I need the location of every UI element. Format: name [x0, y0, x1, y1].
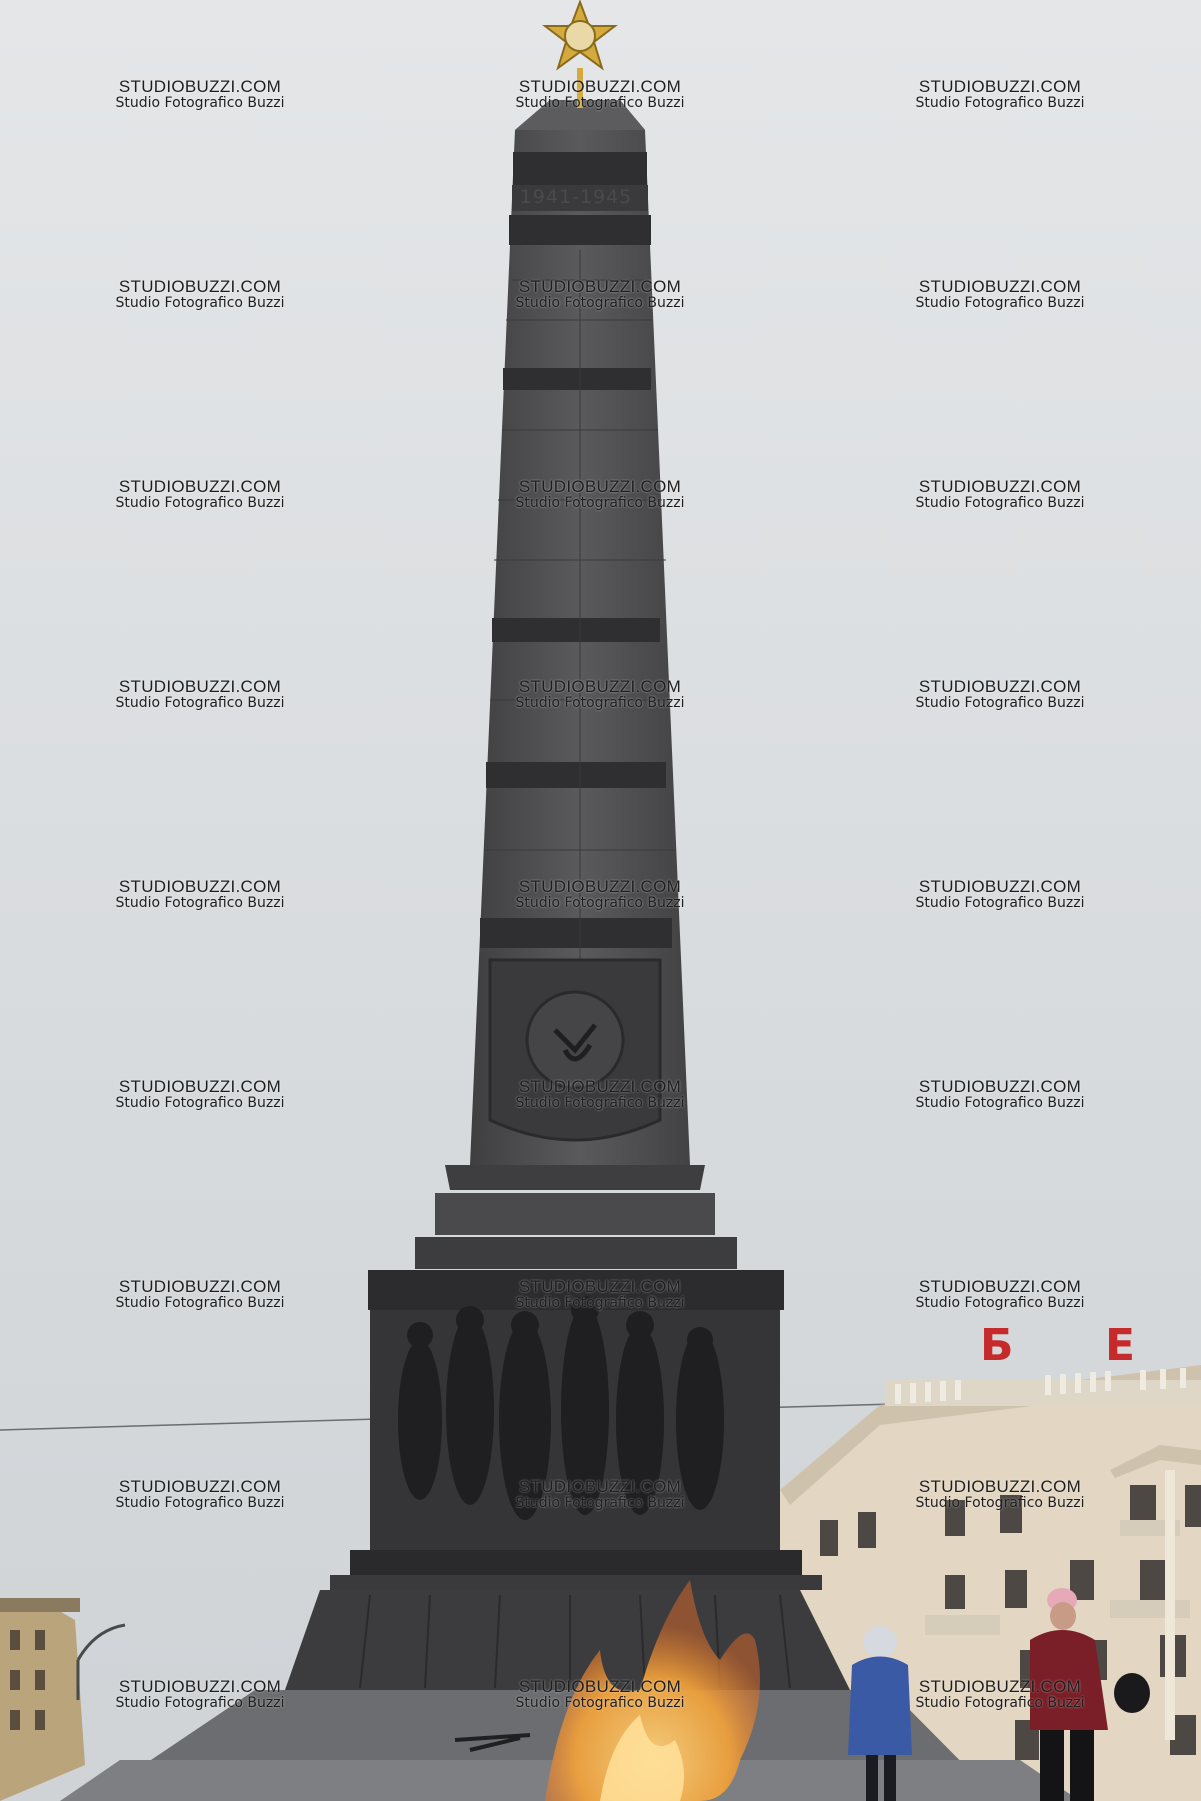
watermark-line2: Studio Fotografico Buzzi	[915, 494, 1085, 511]
watermark-line1: STUDIOBUZZI.COM	[918, 1677, 1082, 1696]
watermark-line1: STUDIOBUZZI.COM	[118, 1077, 282, 1096]
watermark-line2: Studio Fotografico Buzzi	[115, 94, 285, 111]
watermark-line1: STUDIOBUZZI.COM	[918, 1277, 1082, 1296]
watermark-line2: Studio Fotografico Buzzi	[915, 94, 1085, 111]
watermark-line1: STUDIOBUZZI.COM	[518, 477, 682, 496]
watermark-line1: STUDIOBUZZI.COM	[918, 877, 1082, 896]
building-sign	[975, 1320, 1175, 1380]
watermark-line1: STUDIOBUZZI.COM	[118, 277, 282, 296]
watermark-line1: STUDIOBUZZI.COM	[918, 677, 1082, 696]
watermark-line1: STUDIOBUZZI.COM	[118, 77, 282, 96]
watermark-line1: STUDIOBUZZI.COM	[118, 1277, 282, 1296]
watermark-line2: Studio Fotografico Buzzi	[915, 894, 1085, 911]
watermark-line1: STUDIOBUZZI.COM	[518, 77, 682, 96]
watermark-line2: Studio Fotografico Buzzi	[915, 294, 1085, 311]
watermark-line1: STUDIOBUZZI.COM	[518, 1077, 682, 1096]
watermark-line1: STUDIOBUZZI.COM	[118, 477, 282, 496]
watermark-line2: Studio Fotografico Buzzi	[115, 1694, 285, 1711]
watermark-line2: Studio Fotografico Buzzi	[515, 1094, 685, 1111]
watermark-line2: Studio Fotografico Buzzi	[915, 1094, 1085, 1111]
watermark-line2: Studio Fotografico Buzzi	[515, 294, 685, 311]
watermark-line2: Studio Fotografico Buzzi	[915, 1694, 1085, 1711]
watermark-line2: Studio Fotografico Buzzi	[915, 694, 1085, 711]
watermark-line2: Studio Fotografico Buzzi	[515, 694, 685, 711]
sign-letter: Е	[1105, 1320, 1136, 1371]
watermark-line1: STUDIOBUZZI.COM	[118, 1677, 282, 1696]
obelisk-date: 1941-1945	[519, 186, 633, 208]
watermark-line2: Studio Fotografico Buzzi	[115, 694, 285, 711]
watermark-line2: Studio Fotografico Buzzi	[115, 894, 285, 911]
watermark-line1: STUDIOBUZZI.COM	[518, 1677, 682, 1696]
watermark-line1: STUDIOBUZZI.COM	[518, 677, 682, 696]
watermark-line1: STUDIOBUZZI.COM	[518, 1477, 682, 1496]
watermark-line1: STUDIOBUZZI.COM	[918, 277, 1082, 296]
watermark-line2: Studio Fotografico Buzzi	[515, 94, 685, 111]
watermark-line2: Studio Fotografico Buzzi	[115, 294, 285, 311]
watermark-line1: STUDIOBUZZI.COM	[918, 477, 1082, 496]
watermark-line1: STUDIOBUZZI.COM	[518, 277, 682, 296]
watermark-line1: STUDIOBUZZI.COM	[918, 77, 1082, 96]
watermark-line2: Studio Fotografico Buzzi	[115, 494, 285, 511]
sign-letter: Б	[980, 1320, 1014, 1371]
watermark-line1: STUDIOBUZZI.COM	[118, 877, 282, 896]
watermark-line2: Studio Fotografico Buzzi	[115, 1494, 285, 1511]
watermark-line2: Studio Fotografico Buzzi	[515, 494, 685, 511]
watermark-line1: STUDIOBUZZI.COM	[118, 677, 282, 696]
watermark-line1: STUDIOBUZZI.COM	[518, 1277, 682, 1296]
watermark-line1: STUDIOBUZZI.COM	[518, 877, 682, 896]
watermark-line2: Studio Fotografico Buzzi	[915, 1294, 1085, 1311]
watermark-line2: Studio Fotografico Buzzi	[515, 1294, 685, 1311]
watermark-line2: Studio Fotografico Buzzi	[515, 1494, 685, 1511]
watermark-line2: Studio Fotografico Buzzi	[115, 1294, 285, 1311]
watermark-line1: STUDIOBUZZI.COM	[918, 1077, 1082, 1096]
watermark-line1: STUDIOBUZZI.COM	[918, 1477, 1082, 1496]
watermark-line2: Studio Fotografico Buzzi	[115, 1094, 285, 1111]
watermark-line2: Studio Fotografico Buzzi	[915, 1494, 1085, 1511]
watermark-line1: STUDIOBUZZI.COM	[118, 1477, 282, 1496]
watermark-line2: Studio Fotografico Buzzi	[515, 894, 685, 911]
watermark-line2: Studio Fotografico Buzzi	[515, 1694, 685, 1711]
